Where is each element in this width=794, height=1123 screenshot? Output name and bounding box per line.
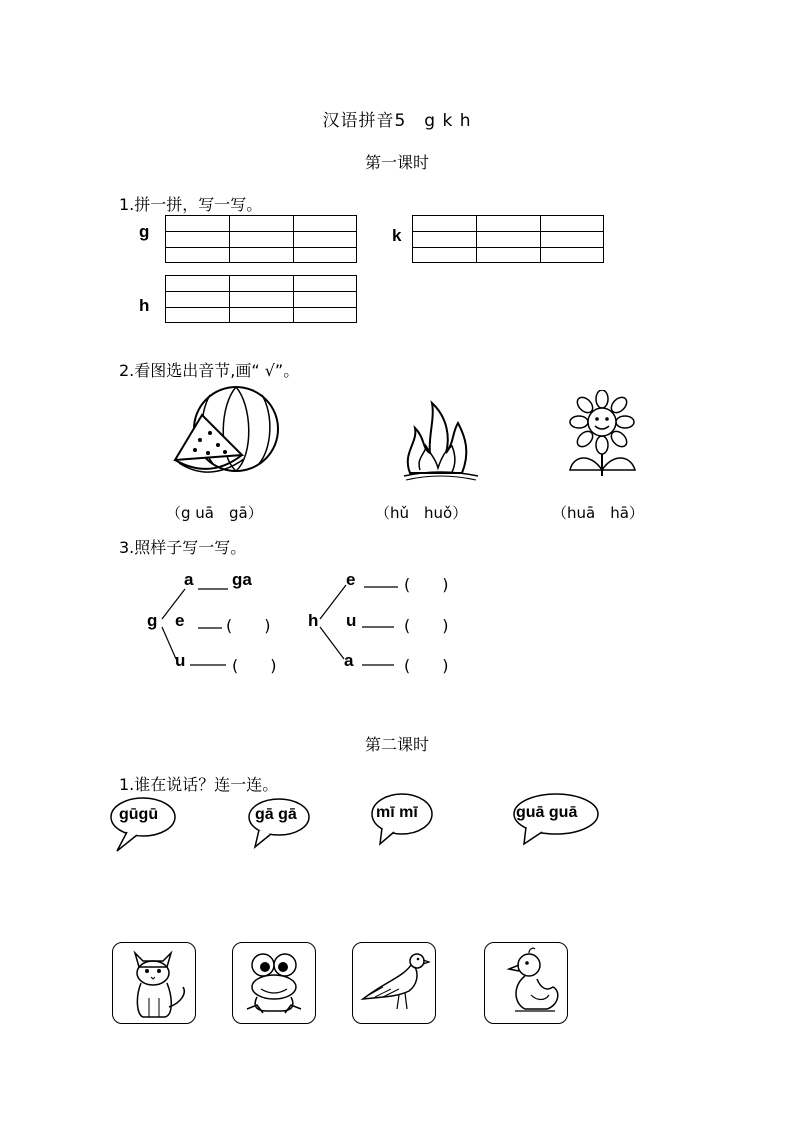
initial-h: h — [308, 611, 319, 630]
flower-options[interactable]: （huā hā） — [552, 504, 644, 522]
answer-blank[interactable]: ( ) — [404, 575, 449, 594]
writing-grid-h[interactable] — [165, 275, 357, 323]
bubble-mimi[interactable]: mī mī — [376, 804, 418, 821]
final-u-right: u — [346, 611, 357, 630]
example-answer: ga — [232, 570, 252, 589]
cat-icon — [113, 943, 195, 1023]
lesson-two-heading: 第二课时 — [364, 735, 429, 754]
speech-bubble-icon — [245, 795, 315, 853]
question-3-label: 3.照样子写一写。 — [119, 538, 247, 557]
animal-card-cat[interactable] — [112, 942, 196, 1024]
animal-card-pigeon[interactable] — [352, 942, 436, 1024]
watermelon-options[interactable]: （g uā gā） — [166, 504, 263, 522]
writing-grid-g[interactable] — [165, 215, 357, 263]
duck-icon — [485, 943, 567, 1023]
final-u-left: u — [175, 651, 186, 670]
bubble-guagua[interactable]: guā guā — [516, 804, 578, 821]
initial-g: g — [147, 611, 158, 630]
final-a-left: a — [184, 570, 194, 589]
final-e-right: e — [346, 570, 356, 589]
fire-icon — [400, 398, 482, 482]
final-e-left: e — [175, 611, 185, 630]
animal-card-frog[interactable] — [232, 942, 316, 1024]
answer-blank[interactable]: ( ) — [226, 616, 271, 635]
question-2-label: 2.看图选出音节,画“ √”。 — [119, 361, 300, 380]
writing-grid-k[interactable] — [412, 215, 604, 263]
flower-icon — [565, 390, 640, 478]
letter-g: g — [139, 222, 150, 241]
letter-h: h — [139, 296, 150, 315]
speech-bubble-icon — [105, 795, 180, 853]
final-a-right: a — [344, 651, 354, 670]
bubble-gaga[interactable]: gā gā — [255, 806, 297, 823]
answer-blank[interactable]: ( ) — [404, 616, 449, 635]
question-1-label: 1.拼一拼，写一写。 — [119, 195, 263, 214]
page-title: 汉语拼音5 g k h — [322, 111, 472, 131]
animal-card-duck[interactable] — [484, 942, 568, 1024]
watermelon-icon — [170, 385, 285, 485]
answer-blank[interactable]: ( ) — [404, 656, 449, 675]
part2-question-1-label: 1.谁在说话？连一连。 — [119, 775, 279, 794]
lesson-one-heading: 第一课时 — [364, 153, 429, 172]
bubble-gugu[interactable]: gūgū — [119, 806, 159, 823]
fire-options[interactable]: （hǔ huǒ） — [375, 504, 468, 522]
frog-icon — [233, 943, 315, 1023]
letter-k: k — [392, 226, 402, 245]
pigeon-icon — [353, 943, 435, 1023]
answer-blank[interactable]: ( ) — [232, 656, 277, 675]
